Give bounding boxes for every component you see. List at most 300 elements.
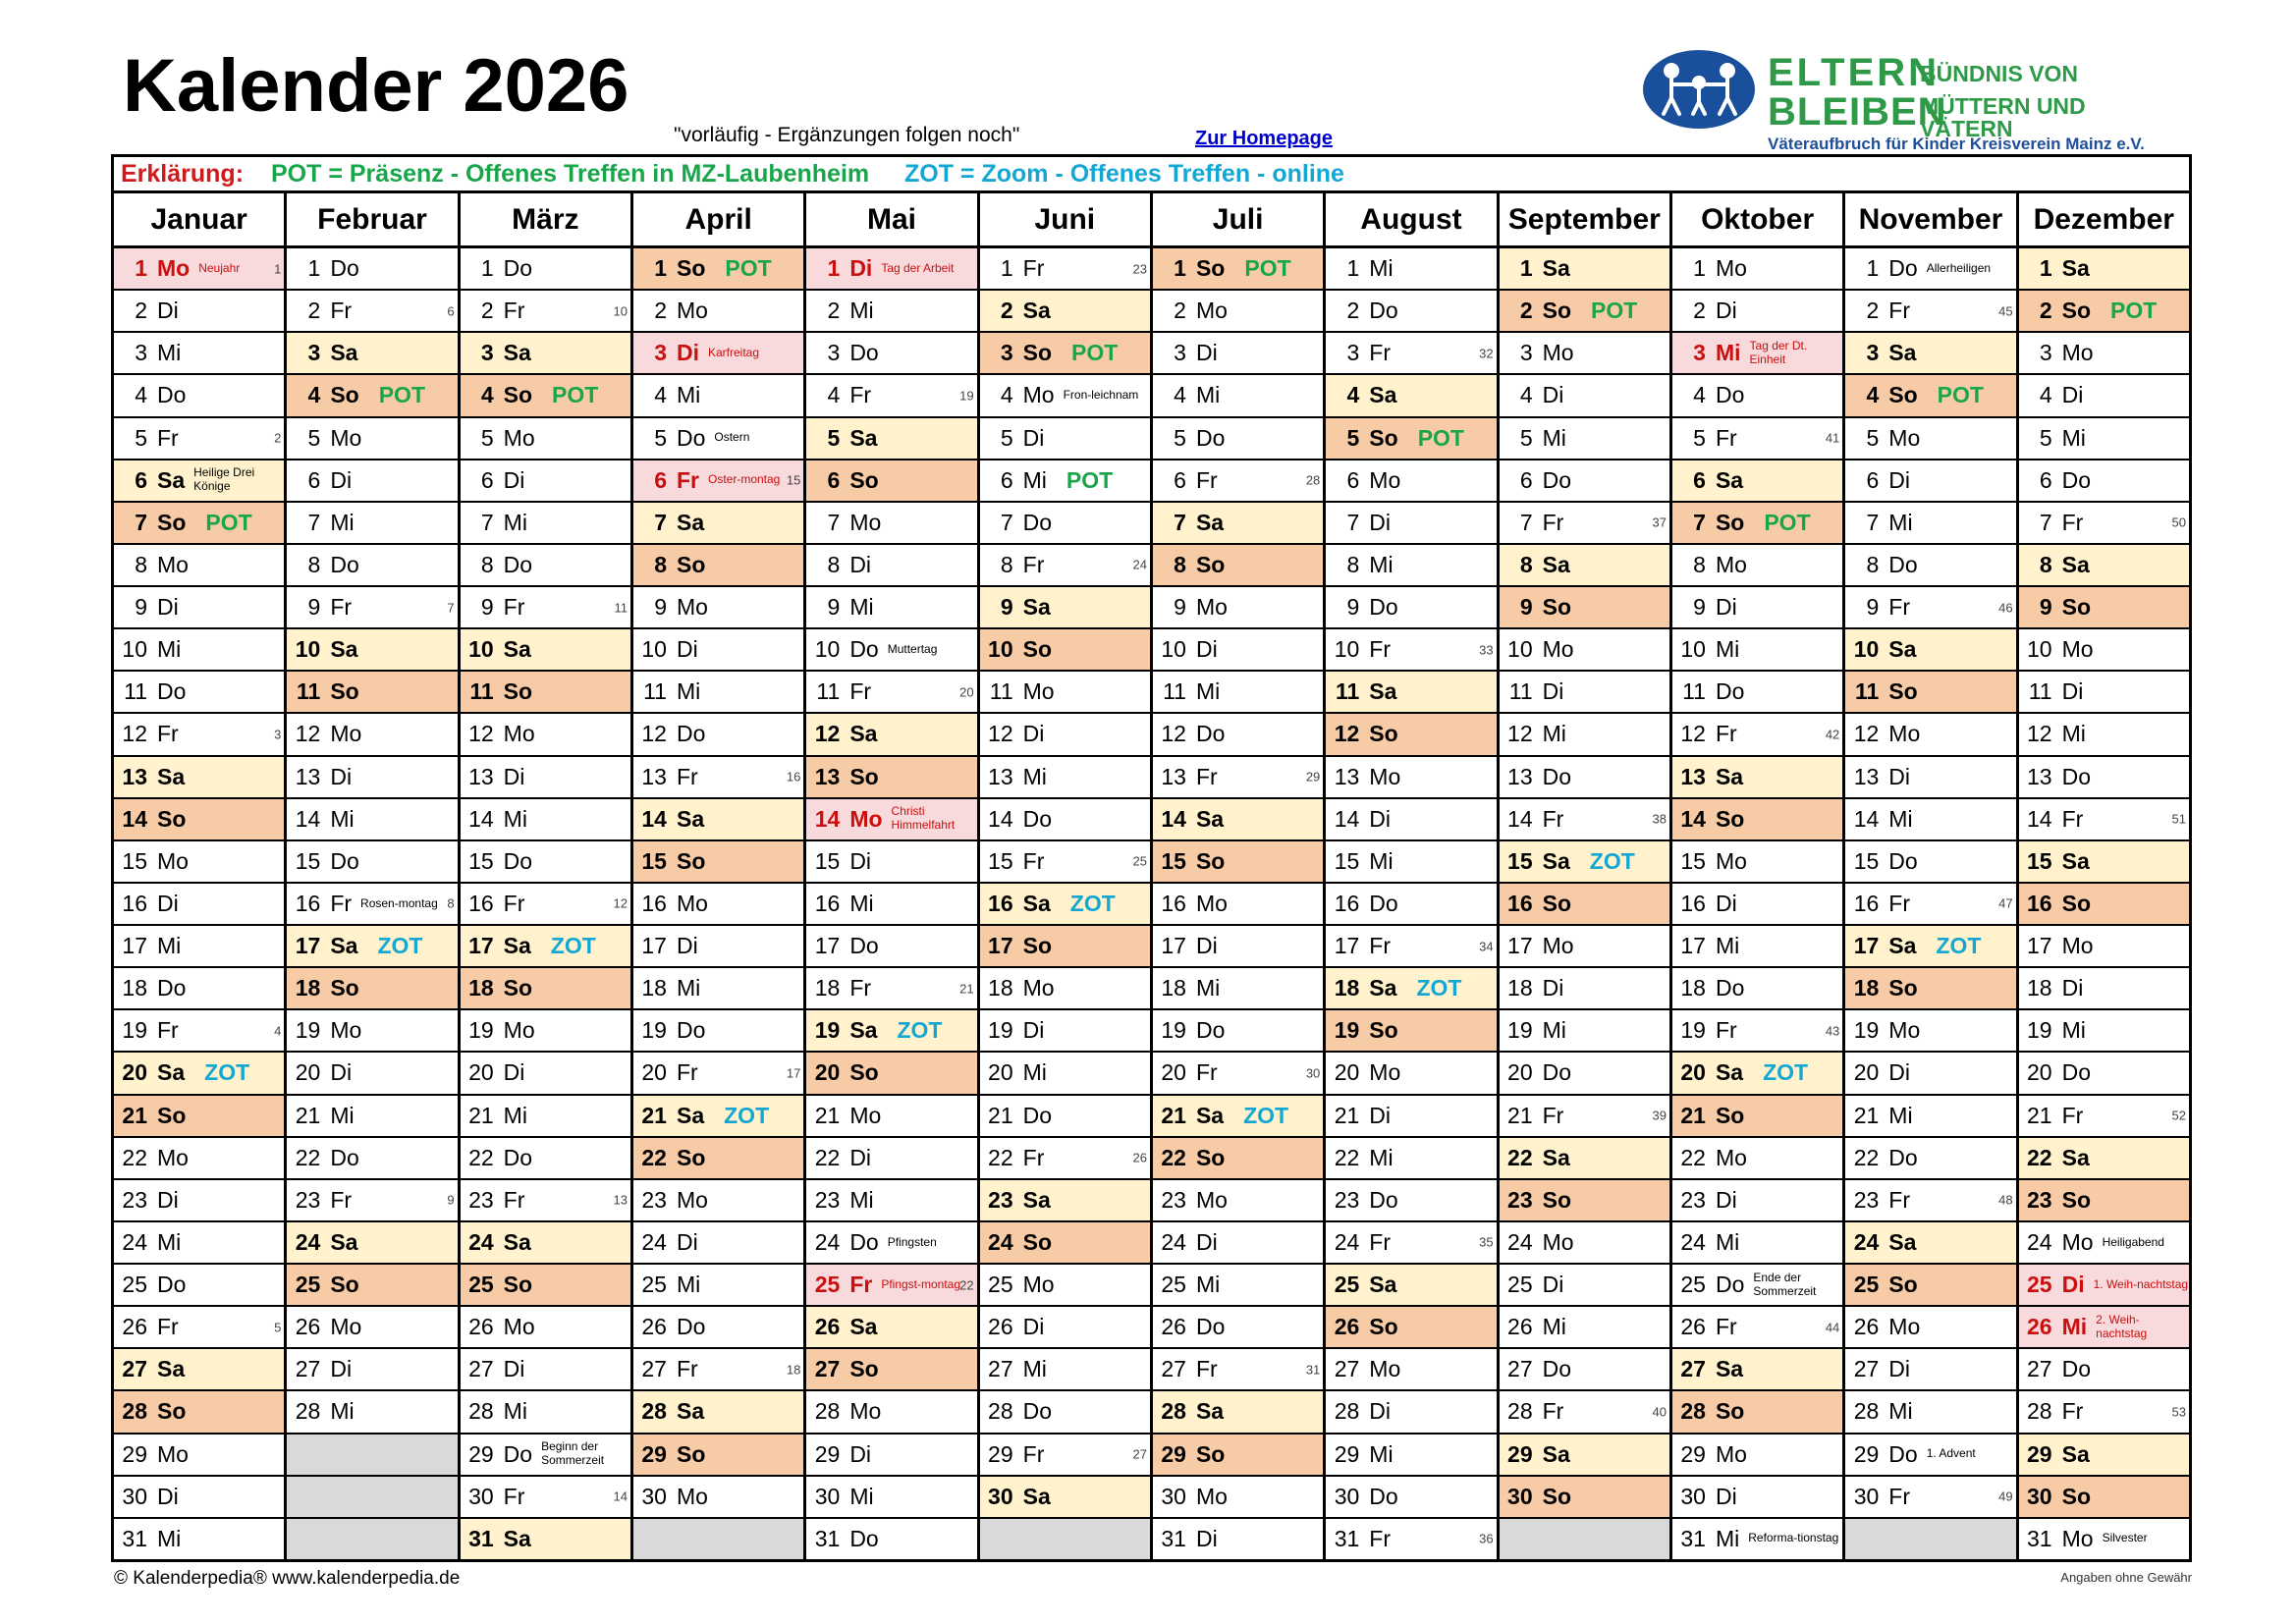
day-cell[interactable] xyxy=(461,416,630,459)
day-cell[interactable] xyxy=(1845,1347,2015,1389)
day-cell[interactable] xyxy=(806,1389,976,1432)
day-cell[interactable] xyxy=(2019,1475,2189,1517)
day-cell[interactable] xyxy=(1500,1475,1669,1517)
day-cell[interactable] xyxy=(1845,1136,2015,1178)
day-cell[interactable] xyxy=(980,1475,1150,1517)
day-cell[interactable] xyxy=(1845,1389,2015,1432)
day-cell[interactable] xyxy=(287,882,457,924)
day-cell[interactable] xyxy=(633,1051,803,1093)
day-cell[interactable] xyxy=(461,289,630,331)
day-cell[interactable] xyxy=(114,1220,284,1263)
day-cell[interactable] xyxy=(287,501,457,543)
day-cell[interactable] xyxy=(2019,248,2189,289)
day-cell[interactable] xyxy=(633,373,803,415)
day-cell[interactable] xyxy=(1326,331,1496,373)
day-cell[interactable] xyxy=(287,1220,457,1263)
day-cell[interactable] xyxy=(1326,670,1496,712)
day-cell[interactable] xyxy=(2019,1008,2189,1051)
day-cell[interactable] xyxy=(1153,839,1323,882)
day-cell[interactable] xyxy=(287,543,457,585)
day-cell[interactable] xyxy=(1153,1305,1323,1347)
day-cell[interactable] xyxy=(2019,416,2189,459)
day-cell[interactable] xyxy=(1153,966,1323,1008)
day-cell[interactable] xyxy=(1153,373,1323,415)
day-cell[interactable] xyxy=(1672,1178,1842,1220)
day-cell[interactable] xyxy=(114,839,284,882)
day-cell[interactable] xyxy=(806,1517,976,1559)
day-cell[interactable] xyxy=(633,416,803,459)
day-cell[interactable] xyxy=(1672,1263,1842,1305)
day-cell[interactable] xyxy=(633,839,803,882)
day-cell[interactable] xyxy=(1845,459,2015,501)
day-cell[interactable] xyxy=(114,416,284,459)
day-cell[interactable] xyxy=(1326,1517,1496,1559)
day-cell[interactable] xyxy=(287,1389,457,1432)
day-cell[interactable] xyxy=(461,585,630,627)
day-cell[interactable] xyxy=(114,1517,284,1559)
day-cell[interactable] xyxy=(114,1178,284,1220)
day-cell[interactable] xyxy=(1500,1178,1669,1220)
day-cell[interactable] xyxy=(1672,924,1842,966)
day-cell[interactable] xyxy=(461,1263,630,1305)
day-cell[interactable] xyxy=(114,459,284,501)
day-cell[interactable] xyxy=(2019,585,2189,627)
day-cell[interactable] xyxy=(633,1178,803,1220)
day-cell[interactable] xyxy=(633,1475,803,1517)
day-cell[interactable] xyxy=(2019,1136,2189,1178)
day-cell[interactable] xyxy=(1500,1051,1669,1093)
day-cell[interactable] xyxy=(287,459,457,501)
day-cell[interactable] xyxy=(1672,627,1842,670)
day-cell[interactable] xyxy=(806,924,976,966)
day-cell[interactable] xyxy=(1326,627,1496,670)
day-cell[interactable] xyxy=(1326,755,1496,797)
day-cell[interactable] xyxy=(1672,1220,1842,1263)
day-cell[interactable] xyxy=(461,882,630,924)
day-cell[interactable] xyxy=(1845,373,2015,415)
day-cell[interactable] xyxy=(2019,1051,2189,1093)
day-cell[interactable] xyxy=(2019,882,2189,924)
day-cell[interactable] xyxy=(1153,501,1323,543)
day-cell[interactable] xyxy=(980,248,1150,289)
day-cell[interactable] xyxy=(1845,1094,2015,1136)
day-cell[interactable] xyxy=(806,1136,976,1178)
day-cell[interactable] xyxy=(1326,712,1496,754)
day-cell[interactable] xyxy=(461,1347,630,1389)
day-cell[interactable] xyxy=(806,459,976,501)
day-cell[interactable] xyxy=(287,331,457,373)
day-cell[interactable] xyxy=(1153,924,1323,966)
day-cell[interactable] xyxy=(1672,797,1842,839)
day-cell[interactable] xyxy=(633,670,803,712)
day-cell[interactable] xyxy=(806,966,976,1008)
day-cell[interactable] xyxy=(2019,924,2189,966)
day-cell[interactable] xyxy=(980,1305,1150,1347)
day-cell[interactable] xyxy=(1845,1263,2015,1305)
day-cell[interactable] xyxy=(1672,712,1842,754)
day-cell[interactable] xyxy=(806,1263,976,1305)
day-cell[interactable] xyxy=(1845,839,2015,882)
day-cell[interactable] xyxy=(1500,416,1669,459)
day-cell[interactable] xyxy=(1326,1263,1496,1305)
day-cell[interactable] xyxy=(1153,459,1323,501)
day-cell[interactable] xyxy=(980,459,1150,501)
day-cell[interactable] xyxy=(461,924,630,966)
day-cell[interactable] xyxy=(461,1433,630,1475)
day-cell[interactable] xyxy=(2019,627,2189,670)
day-cell[interactable] xyxy=(461,670,630,712)
day-cell[interactable] xyxy=(287,966,457,1008)
day-cell[interactable] xyxy=(806,1051,976,1093)
day-cell[interactable] xyxy=(633,1220,803,1263)
day-cell[interactable] xyxy=(1326,416,1496,459)
day-cell[interactable] xyxy=(1326,1347,1496,1389)
day-cell[interactable] xyxy=(980,797,1150,839)
day-cell[interactable] xyxy=(806,1433,976,1475)
day-cell[interactable] xyxy=(287,670,457,712)
day-cell[interactable] xyxy=(1326,543,1496,585)
day-cell[interactable] xyxy=(1153,1008,1323,1051)
day-cell[interactable] xyxy=(1500,1389,1669,1432)
day-cell[interactable] xyxy=(461,248,630,289)
day-cell[interactable] xyxy=(287,924,457,966)
day-cell[interactable] xyxy=(461,1136,630,1178)
day-cell[interactable] xyxy=(2019,1389,2189,1432)
day-cell[interactable] xyxy=(114,924,284,966)
day-cell[interactable] xyxy=(287,416,457,459)
day-cell[interactable] xyxy=(114,755,284,797)
day-cell[interactable] xyxy=(1500,924,1669,966)
day-cell[interactable] xyxy=(633,331,803,373)
day-cell[interactable] xyxy=(633,1094,803,1136)
day-cell[interactable] xyxy=(114,1347,284,1389)
day-cell[interactable] xyxy=(1500,373,1669,415)
day-cell[interactable] xyxy=(980,543,1150,585)
day-cell[interactable] xyxy=(633,882,803,924)
day-cell[interactable] xyxy=(461,331,630,373)
day-cell[interactable] xyxy=(1845,670,2015,712)
day-cell[interactable] xyxy=(1672,1517,1842,1559)
day-cell[interactable] xyxy=(461,627,630,670)
day-cell[interactable] xyxy=(633,1263,803,1305)
day-cell[interactable] xyxy=(2019,1178,2189,1220)
day-cell[interactable] xyxy=(806,1475,976,1517)
day-cell[interactable] xyxy=(1500,459,1669,501)
day-cell[interactable] xyxy=(461,1008,630,1051)
day-cell[interactable] xyxy=(114,501,284,543)
day-cell[interactable] xyxy=(980,839,1150,882)
day-cell[interactable] xyxy=(461,1094,630,1136)
day-cell[interactable] xyxy=(2019,1094,2189,1136)
day-cell[interactable] xyxy=(2019,543,2189,585)
day-cell[interactable] xyxy=(806,1347,976,1389)
day-cell[interactable] xyxy=(2019,289,2189,331)
day-cell[interactable] xyxy=(114,289,284,331)
day-cell[interactable] xyxy=(633,289,803,331)
day-cell[interactable] xyxy=(1326,797,1496,839)
day-cell[interactable] xyxy=(1845,712,2015,754)
day-cell[interactable] xyxy=(114,543,284,585)
day-cell[interactable] xyxy=(114,627,284,670)
day-cell[interactable] xyxy=(1845,882,2015,924)
day-cell[interactable] xyxy=(461,459,630,501)
day-cell[interactable] xyxy=(806,882,976,924)
day-cell[interactable] xyxy=(1153,416,1323,459)
day-cell[interactable] xyxy=(806,670,976,712)
day-cell[interactable] xyxy=(1500,331,1669,373)
day-cell[interactable] xyxy=(980,670,1150,712)
day-cell[interactable] xyxy=(1153,585,1323,627)
day-cell[interactable] xyxy=(980,755,1150,797)
day-cell[interactable] xyxy=(1845,501,2015,543)
day-cell[interactable] xyxy=(1326,924,1496,966)
day-cell[interactable] xyxy=(806,289,976,331)
day-cell[interactable] xyxy=(461,543,630,585)
day-cell[interactable] xyxy=(980,373,1150,415)
day-cell[interactable] xyxy=(1672,1347,1842,1389)
day-cell[interactable] xyxy=(1672,459,1842,501)
day-cell[interactable] xyxy=(287,1178,457,1220)
day-cell[interactable] xyxy=(1153,289,1323,331)
day-cell[interactable] xyxy=(1672,1433,1842,1475)
day-cell[interactable] xyxy=(287,797,457,839)
day-cell[interactable] xyxy=(1845,543,2015,585)
day-cell[interactable] xyxy=(633,924,803,966)
day-cell[interactable] xyxy=(114,373,284,415)
day-cell[interactable] xyxy=(1153,1220,1323,1263)
day-cell[interactable] xyxy=(2019,1263,2189,1305)
day-cell[interactable] xyxy=(114,331,284,373)
day-cell[interactable] xyxy=(1500,543,1669,585)
day-cell[interactable] xyxy=(1672,248,1842,289)
day-cell[interactable] xyxy=(1672,755,1842,797)
day-cell[interactable] xyxy=(2019,501,2189,543)
day-cell[interactable] xyxy=(2019,839,2189,882)
day-cell[interactable] xyxy=(1326,1094,1496,1136)
day-cell[interactable] xyxy=(980,627,1150,670)
day-cell[interactable] xyxy=(1672,1008,1842,1051)
day-cell[interactable] xyxy=(806,373,976,415)
day-cell[interactable] xyxy=(1672,1475,1842,1517)
day-cell[interactable] xyxy=(633,459,803,501)
day-cell[interactable] xyxy=(1326,248,1496,289)
day-cell[interactable] xyxy=(1672,1051,1842,1093)
day-cell[interactable] xyxy=(461,1517,630,1559)
day-cell[interactable] xyxy=(114,248,284,289)
day-cell[interactable] xyxy=(2019,797,2189,839)
day-cell[interactable] xyxy=(1153,1517,1323,1559)
day-cell[interactable] xyxy=(1153,797,1323,839)
day-cell[interactable] xyxy=(1326,1305,1496,1347)
day-cell[interactable] xyxy=(806,1094,976,1136)
day-cell[interactable] xyxy=(980,289,1150,331)
day-cell[interactable] xyxy=(1500,627,1669,670)
day-cell[interactable] xyxy=(633,543,803,585)
day-cell[interactable] xyxy=(1326,1220,1496,1263)
day-cell[interactable] xyxy=(1500,797,1669,839)
day-cell[interactable] xyxy=(1153,1433,1323,1475)
day-cell[interactable] xyxy=(1672,1389,1842,1432)
day-cell[interactable] xyxy=(806,416,976,459)
day-cell[interactable] xyxy=(1153,1389,1323,1432)
day-cell[interactable] xyxy=(1153,1094,1323,1136)
day-cell[interactable] xyxy=(806,797,976,839)
day-cell[interactable] xyxy=(1500,882,1669,924)
day-cell[interactable] xyxy=(114,1008,284,1051)
day-cell[interactable] xyxy=(1153,1178,1323,1220)
day-cell[interactable] xyxy=(1326,459,1496,501)
day-cell[interactable] xyxy=(1672,839,1842,882)
day-cell[interactable] xyxy=(806,627,976,670)
day-cell[interactable] xyxy=(806,543,976,585)
day-cell[interactable] xyxy=(1845,585,2015,627)
day-cell[interactable] xyxy=(1153,755,1323,797)
day-cell[interactable] xyxy=(1153,1475,1323,1517)
day-cell[interactable] xyxy=(2019,331,2189,373)
day-cell[interactable] xyxy=(1500,755,1669,797)
day-cell[interactable] xyxy=(806,585,976,627)
day-cell[interactable] xyxy=(1500,1220,1669,1263)
day-cell[interactable] xyxy=(114,1051,284,1093)
day-cell[interactable] xyxy=(2019,670,2189,712)
day-cell[interactable] xyxy=(1500,1305,1669,1347)
day-cell[interactable] xyxy=(1326,1136,1496,1178)
day-cell[interactable] xyxy=(1153,248,1323,289)
day-cell[interactable] xyxy=(114,882,284,924)
day-cell[interactable] xyxy=(1326,1051,1496,1093)
day-cell[interactable] xyxy=(1500,289,1669,331)
day-cell[interactable] xyxy=(980,1220,1150,1263)
day-cell[interactable] xyxy=(461,797,630,839)
day-cell[interactable] xyxy=(461,712,630,754)
day-cell[interactable] xyxy=(1153,670,1323,712)
day-cell[interactable] xyxy=(287,1008,457,1051)
day-cell[interactable] xyxy=(287,1094,457,1136)
day-cell[interactable] xyxy=(1153,1263,1323,1305)
day-cell[interactable] xyxy=(1326,1008,1496,1051)
day-cell[interactable] xyxy=(806,712,976,754)
day-cell[interactable] xyxy=(1672,501,1842,543)
day-cell[interactable] xyxy=(461,1220,630,1263)
day-cell[interactable] xyxy=(1153,1347,1323,1389)
day-cell[interactable] xyxy=(980,1347,1150,1389)
day-cell[interactable] xyxy=(1153,543,1323,585)
day-cell[interactable] xyxy=(287,289,457,331)
day-cell[interactable] xyxy=(980,331,1150,373)
day-cell[interactable] xyxy=(980,882,1150,924)
day-cell[interactable] xyxy=(980,501,1150,543)
day-cell[interactable] xyxy=(980,1008,1150,1051)
day-cell[interactable] xyxy=(461,1305,630,1347)
day-cell[interactable] xyxy=(114,1094,284,1136)
day-cell[interactable] xyxy=(114,1136,284,1178)
day-cell[interactable] xyxy=(2019,1220,2189,1263)
day-cell[interactable] xyxy=(633,797,803,839)
day-cell[interactable] xyxy=(114,1389,284,1432)
day-cell[interactable] xyxy=(461,1051,630,1093)
day-cell[interactable] xyxy=(806,1220,976,1263)
day-cell[interactable] xyxy=(461,755,630,797)
day-cell[interactable] xyxy=(2019,459,2189,501)
day-cell[interactable] xyxy=(287,1136,457,1178)
day-cell[interactable] xyxy=(2019,712,2189,754)
day-cell[interactable] xyxy=(1500,1347,1669,1389)
day-cell[interactable] xyxy=(1326,1389,1496,1432)
day-cell[interactable] xyxy=(806,331,976,373)
day-cell[interactable] xyxy=(633,755,803,797)
day-cell[interactable] xyxy=(1672,416,1842,459)
day-cell[interactable] xyxy=(461,1475,630,1517)
day-cell[interactable] xyxy=(461,501,630,543)
day-cell[interactable] xyxy=(980,1051,1150,1093)
day-cell[interactable] xyxy=(980,924,1150,966)
day-cell[interactable] xyxy=(114,966,284,1008)
day-cell[interactable] xyxy=(1500,712,1669,754)
day-cell[interactable] xyxy=(1153,331,1323,373)
day-cell[interactable] xyxy=(1845,1433,2015,1475)
day-cell[interactable] xyxy=(633,1347,803,1389)
day-cell[interactable] xyxy=(287,712,457,754)
day-cell[interactable] xyxy=(633,966,803,1008)
day-cell[interactable] xyxy=(980,1433,1150,1475)
day-cell[interactable] xyxy=(1845,289,2015,331)
day-cell[interactable] xyxy=(980,712,1150,754)
day-cell[interactable] xyxy=(633,248,803,289)
day-cell[interactable] xyxy=(633,1008,803,1051)
day-cell[interactable] xyxy=(1672,585,1842,627)
day-cell[interactable] xyxy=(114,585,284,627)
day-cell[interactable] xyxy=(633,712,803,754)
day-cell[interactable] xyxy=(1500,1008,1669,1051)
day-cell[interactable] xyxy=(1326,585,1496,627)
day-cell[interactable] xyxy=(806,755,976,797)
day-cell[interactable] xyxy=(1845,248,2015,289)
day-cell[interactable] xyxy=(980,416,1150,459)
day-cell[interactable] xyxy=(980,1389,1150,1432)
day-cell[interactable] xyxy=(1500,1136,1669,1178)
day-cell[interactable] xyxy=(1845,1008,2015,1051)
day-cell[interactable] xyxy=(1845,1178,2015,1220)
day-cell[interactable] xyxy=(1672,1094,1842,1136)
day-cell[interactable] xyxy=(633,1136,803,1178)
day-cell[interactable] xyxy=(287,839,457,882)
day-cell[interactable] xyxy=(806,1178,976,1220)
day-cell[interactable] xyxy=(1500,1433,1669,1475)
day-cell[interactable] xyxy=(1845,1051,2015,1093)
day-cell[interactable] xyxy=(1500,248,1669,289)
day-cell[interactable] xyxy=(461,1389,630,1432)
day-cell[interactable] xyxy=(1500,1094,1669,1136)
day-cell[interactable] xyxy=(1326,839,1496,882)
day-cell[interactable] xyxy=(1153,1051,1323,1093)
day-cell[interactable] xyxy=(1153,712,1323,754)
day-cell[interactable] xyxy=(633,1389,803,1432)
day-cell[interactable] xyxy=(1326,1433,1496,1475)
day-cell[interactable] xyxy=(806,1008,976,1051)
day-cell[interactable] xyxy=(1672,373,1842,415)
day-cell[interactable] xyxy=(806,1305,976,1347)
day-cell[interactable] xyxy=(2019,373,2189,415)
day-cell[interactable] xyxy=(461,373,630,415)
day-cell[interactable] xyxy=(114,1433,284,1475)
day-cell[interactable] xyxy=(114,797,284,839)
day-cell[interactable] xyxy=(806,839,976,882)
day-cell[interactable] xyxy=(1326,501,1496,543)
day-cell[interactable] xyxy=(287,585,457,627)
day-cell[interactable] xyxy=(1845,1305,2015,1347)
day-cell[interactable] xyxy=(1672,670,1842,712)
day-cell[interactable] xyxy=(287,627,457,670)
